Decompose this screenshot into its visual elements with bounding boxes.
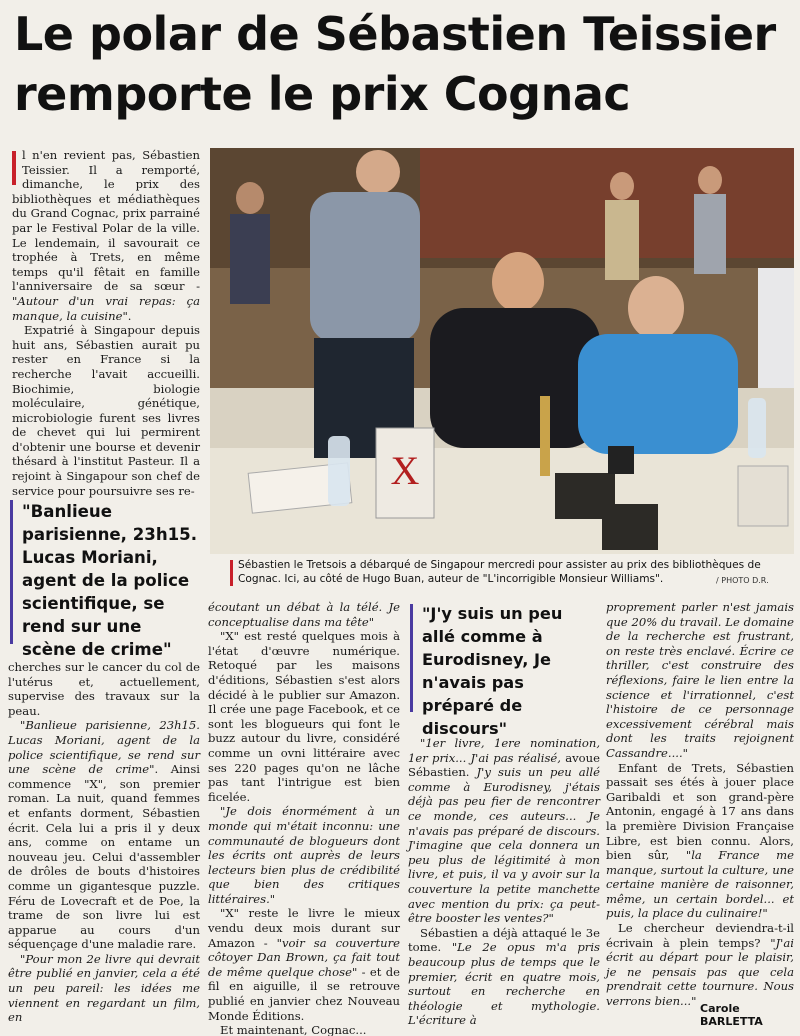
column-1-top [12,148,200,498]
caption-bar [230,560,233,586]
column-4 [606,600,794,1009]
paragraph: cherches sur le cancer du col de l'utérus et, actuellement, supervise des travaux sur la peau. [8,660,200,718]
paragraph: l n'en revient pas, Sébastien Teissier. Il a remporté, dimanche, le prix des bibliothèques et médiathèques du Grand Cognac, prix parrainé par le Festival Polar de la ville. Le lendemain, il savourait ce trophée à Trets, en même temps qu'il fêtait en famille l'anniversaire de sa sœur - "Autour d'un vrai repas: ça manque, la cuisine". [12,148,200,323]
quote-bar [10,500,13,644]
headline-line-2: remporte le prix Cognac [14,67,631,121]
photo-caption: Sébastien le Tretsois a débarqué de Singapour mercredi pour assister au prix des bibliothèques de Cognac. Ici, au côté de Hugo Buan, auteur de "L'incorrigible Monsieur Williams". [238,559,761,585]
photo-illustration [210,148,794,554]
headline [14,4,794,124]
paragraph: "Je dois énormément à un monde qui m'était inconnu: une communauté de blogueurs dont les écrits ont auprès de leurs lecteurs bien plus de crédibilité que bien des critiques littéraires." [208,804,400,906]
quote-bar [410,604,413,712]
paragraph: écoutant un débat à la télé. Je conceptualise dans ma tête" [208,600,400,629]
paragraph: Et maintenant, Cognac... [220,1023,367,1036]
pull-quote-1: "Banlieue parisienne, 23h15. Lucas Moriani, agent de la police scientifique, se rend sur une scène de crime" [22,502,198,659]
paragraph: "X" est resté quelques mois à l'état d'œuvre numérique. Retoqué par les maisons d'éditions, Sébastien s'est alors décidé à le publier sur Amazon. Il crée une page Facebook, et ce sont les blogueurs qui font le buzz autour du livre, considéré comme un ovni littéraire avec ses 220 pages qu'on ne lâche pas tant l'intrigue est bien ficelée. [208,629,400,804]
paragraph: Expatrié à Singapour depuis huit ans, Sébastien aurait pu rester en France si la recherche l'avait accueilli. Biochimie, biologie moléculaire, génétique, microbiologie furent ses livres de chevet qui lui permirent d'obtenir une bourse et devenir thésard à l'institut Pasteur. Il a rejoint à Singapour son chef de service pour poursuivre ses re- [12,323,200,498]
paragraph: "X" reste le livre le mieux vendu deux mois durant sur Amazon - "voir sa couverture côtoyer Dan Brown, ça fait tout de même quelque chose" - et de fil en aiguille, il se retrouve publié en janvier chez Nouveau Monde Éditions. [208,906,400,1023]
column-1-bottom [8,660,200,1025]
column-3 [408,736,600,1028]
paragraph: "Pour mon 2e livre qui devrait être publié en janvier, cela a été un peu pareil: les idées me viennent en regardant un film, en [8,951,200,1025]
photo-credit: / PHOTO D.R. [716,576,769,585]
svg-text:X: X [390,448,420,493]
column-2 [208,600,400,1036]
paragraph: Enfant de Trets, Sébastien passait ses étés à jouer place Garibaldi et son grand-père Antonin, engagé à 17 ans dans la première Division Française Libre, est bien connu. Alors, bien sûr, "la France me manque, surtout la culture, une certaine manière de raisonner, même, un certain bordel... et puis, la place du culinaire!" [606,760,795,921]
drop-marker [12,151,16,185]
article-photo [210,148,794,554]
paragraph: proprement parler n'est jamais que 20% du travail. Le domaine de la recherche est frustrant, on reste très enclavé. Écrire ce thriller, c'est construire des réflexions, faire le lien entre la science et l'irrationnel, c'est l'histoire de ce personnage excessivement cérébral mais dont les traits rejoignent Cassandre...." [606,600,794,760]
paragraph: Sébastien a déjà attaqué le 3e tome. "Le 2e opus m'a pris beaucoup plus de temps que le premier, écrit en quatre mois, surtout en recherche en théologie et mythologie. L'écriture à [408,925,600,1028]
pull-quote-2: "J'y suis un peu allé comme à Eurodisney, Je n'avais pas préparé de discours" [422,604,563,738]
byline: Carole BARLETTA [700,1002,763,1028]
paragraph: "1er livre, 1ere nomination, 1er prix... J'ai pas réalisé, avoue Sébastien. J'y suis un peu allé comme à Eurodisney, j'étais déjà pas peu fier de rencontrer ce monde, ces auteurs... Je n'avais pas préparé de discours. J'imagine que cela donnera un peu plus de légitimité à mon livre, et puis, il va y avoir sur la couverture la petite manchette avec mention du prix: ça peut-être booster les ventes?" [408,736,601,926]
paragraph: "Banlieue parisienne, 23h15. Lucas Moriani, agent de la police scientifique, se rend sur une scène de crime". Ainsi commence "X", son premier roman. La nuit, quand femmes et enfants dorment, Sébastien écrit. Cela lui a pris il y deux ans, comme on entame un nouveau jeu. Celui d'assembler de drôles de bouts d'histoires comme un gigantesque puzzle. Féru de Lovecraft et de Poe, la trame de son livre lui est apparue au cours d'un séquençage d'une maladie rare. [8,718,201,952]
headline-line-1: Le polar de Sébastien Teissier [14,7,776,61]
paragraph: Le chercheur deviendra-t-il écrivain à plein temps? "J'ai écrit au départ pour le plaisir, je ne pensais pas que cela prendrait cette tournure. Nous verrons bien..." [606,921,794,1009]
